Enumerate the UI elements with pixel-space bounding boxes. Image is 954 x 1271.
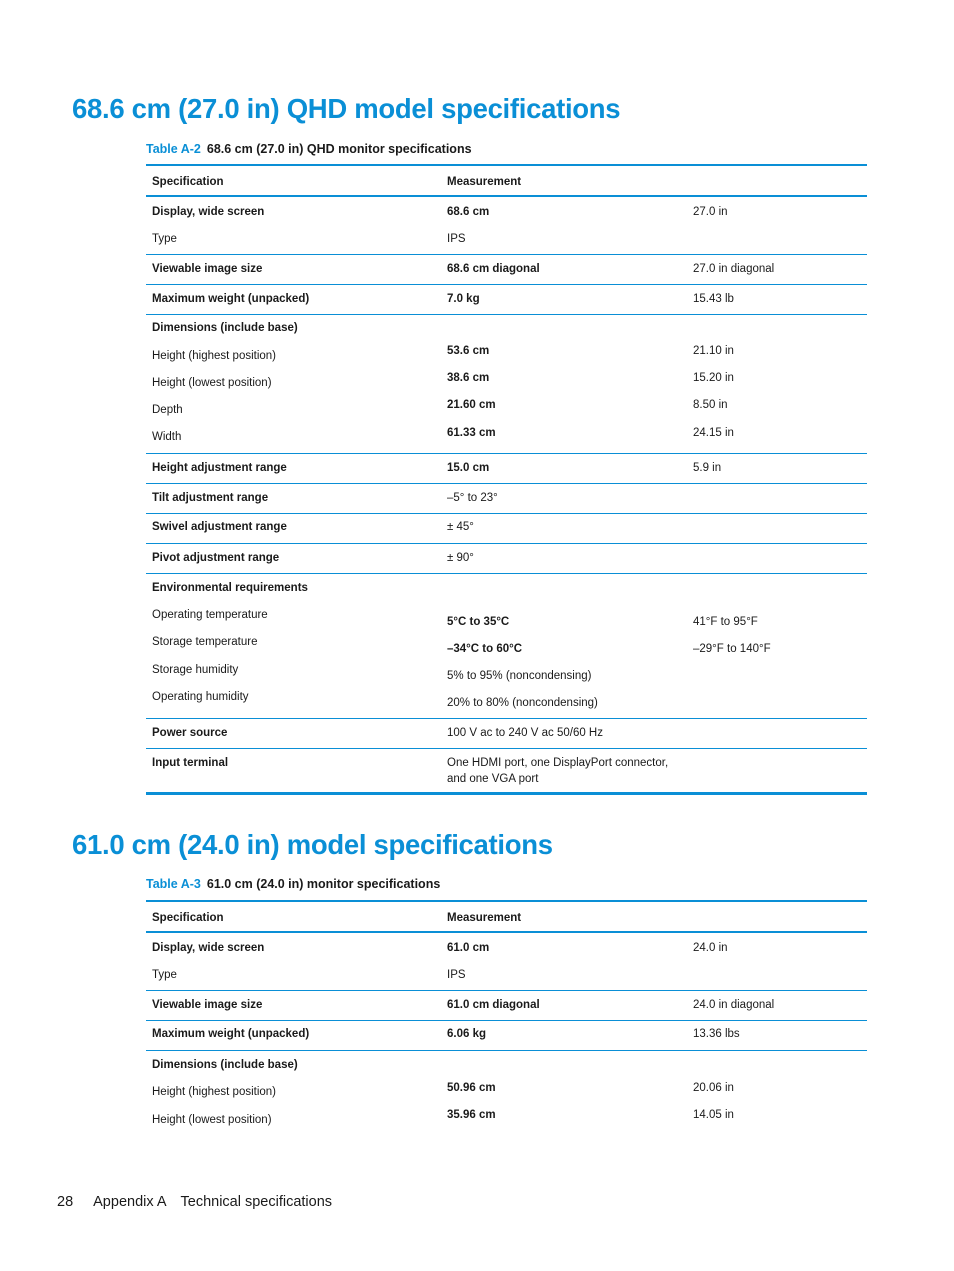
- footer-chapter: Technical specifications: [180, 1194, 333, 1210]
- table-row-environmental: Environmental requirements Operating temperature 5°C to 35°C 41°F to 95°F Storage temperature –34°C to 60°C –29°F to 140°F Storage humidity 5% to 95% (noncondensing) Operating humidity 20% to 80% (noncondensing): [146, 574, 867, 719]
- table-row-pivot: Pivot adjustment range ± 90°: [146, 544, 867, 574]
- table-caption-a3: [146, 877, 440, 891]
- table-row-dimensions: Dimensions (include base) Height (highest position) 53.6 cm 21.10 in Height (lowest position) 38.6 cm 15.20 in Depth 21.60 cm 8.50 in Width 61.33 cm 24.15 in: [146, 315, 867, 454]
- page-number: 28: [57, 1194, 74, 1210]
- table-row-weight: Maximum weight (unpacked) 6.06 kg 13.36 lbs: [146, 1021, 867, 1051]
- table-row-swivel: Swivel adjustment range ± 45°: [146, 514, 867, 544]
- table-header-row: [146, 166, 867, 197]
- table-header-row: [146, 902, 867, 933]
- table-row-tilt: Tilt adjustment range –5° to 23°: [146, 484, 867, 514]
- header-measurement: Measurement: [447, 176, 522, 188]
- table-row-height-adjust: Height adjustment range 15.0 cm 5.9 in: [146, 454, 867, 484]
- table-caption-text: 61.0 cm (24.0 in) monitor specifications: [206, 877, 441, 891]
- table-row-display: Display, wide screen 68.6 cm 27.0 in Type IPS: [146, 197, 867, 255]
- table-row-display: Display, wide screen 61.0 cm 24.0 in Type IPS: [146, 933, 867, 991]
- header-specification: Specification: [152, 176, 224, 188]
- page-footer: [57, 1194, 346, 1210]
- spec-table-a3: [146, 900, 867, 1141]
- section-title-24in: 61.0 cm (24.0 in) model specifications: [72, 829, 553, 860]
- table-caption-text: 68.6 cm (27.0 in) QHD monitor specifications: [206, 142, 472, 156]
- spec-table-a2: [146, 164, 867, 795]
- table-row-viewable: Viewable image size 61.0 cm diagonal 24.0 in diagonal: [146, 991, 867, 1021]
- table-row-dimensions: Dimensions (include base) Height (highest position) 50.96 cm 20.06 in Height (lowest position) 35.96 cm 14.05 in: [152, 1059, 734, 1126]
- table-row-power: Power source 100 V ac to 240 V ac 50/60 Hz: [146, 719, 867, 749]
- section-title-qhd: 68.6 cm (27.0 in) QHD model specifications: [72, 93, 621, 124]
- table-caption-a2: [146, 142, 472, 156]
- table-row-weight: Maximum weight (unpacked) 7.0 kg 15.43 lb: [146, 285, 867, 315]
- table-row-input: Input terminal One HDMI port, one DisplayPort connector, and one VGA port: [152, 757, 669, 785]
- footer-appendix: Appendix A: [93, 1194, 167, 1210]
- table-number: Table A-2: [146, 142, 201, 156]
- header-specification: Specification: [152, 912, 224, 924]
- table-row-viewable: Viewable image size 68.6 cm diagonal 27.0 in diagonal: [146, 255, 867, 285]
- header-measurement: Measurement: [447, 912, 522, 924]
- table-number: Table A-3: [146, 877, 201, 891]
